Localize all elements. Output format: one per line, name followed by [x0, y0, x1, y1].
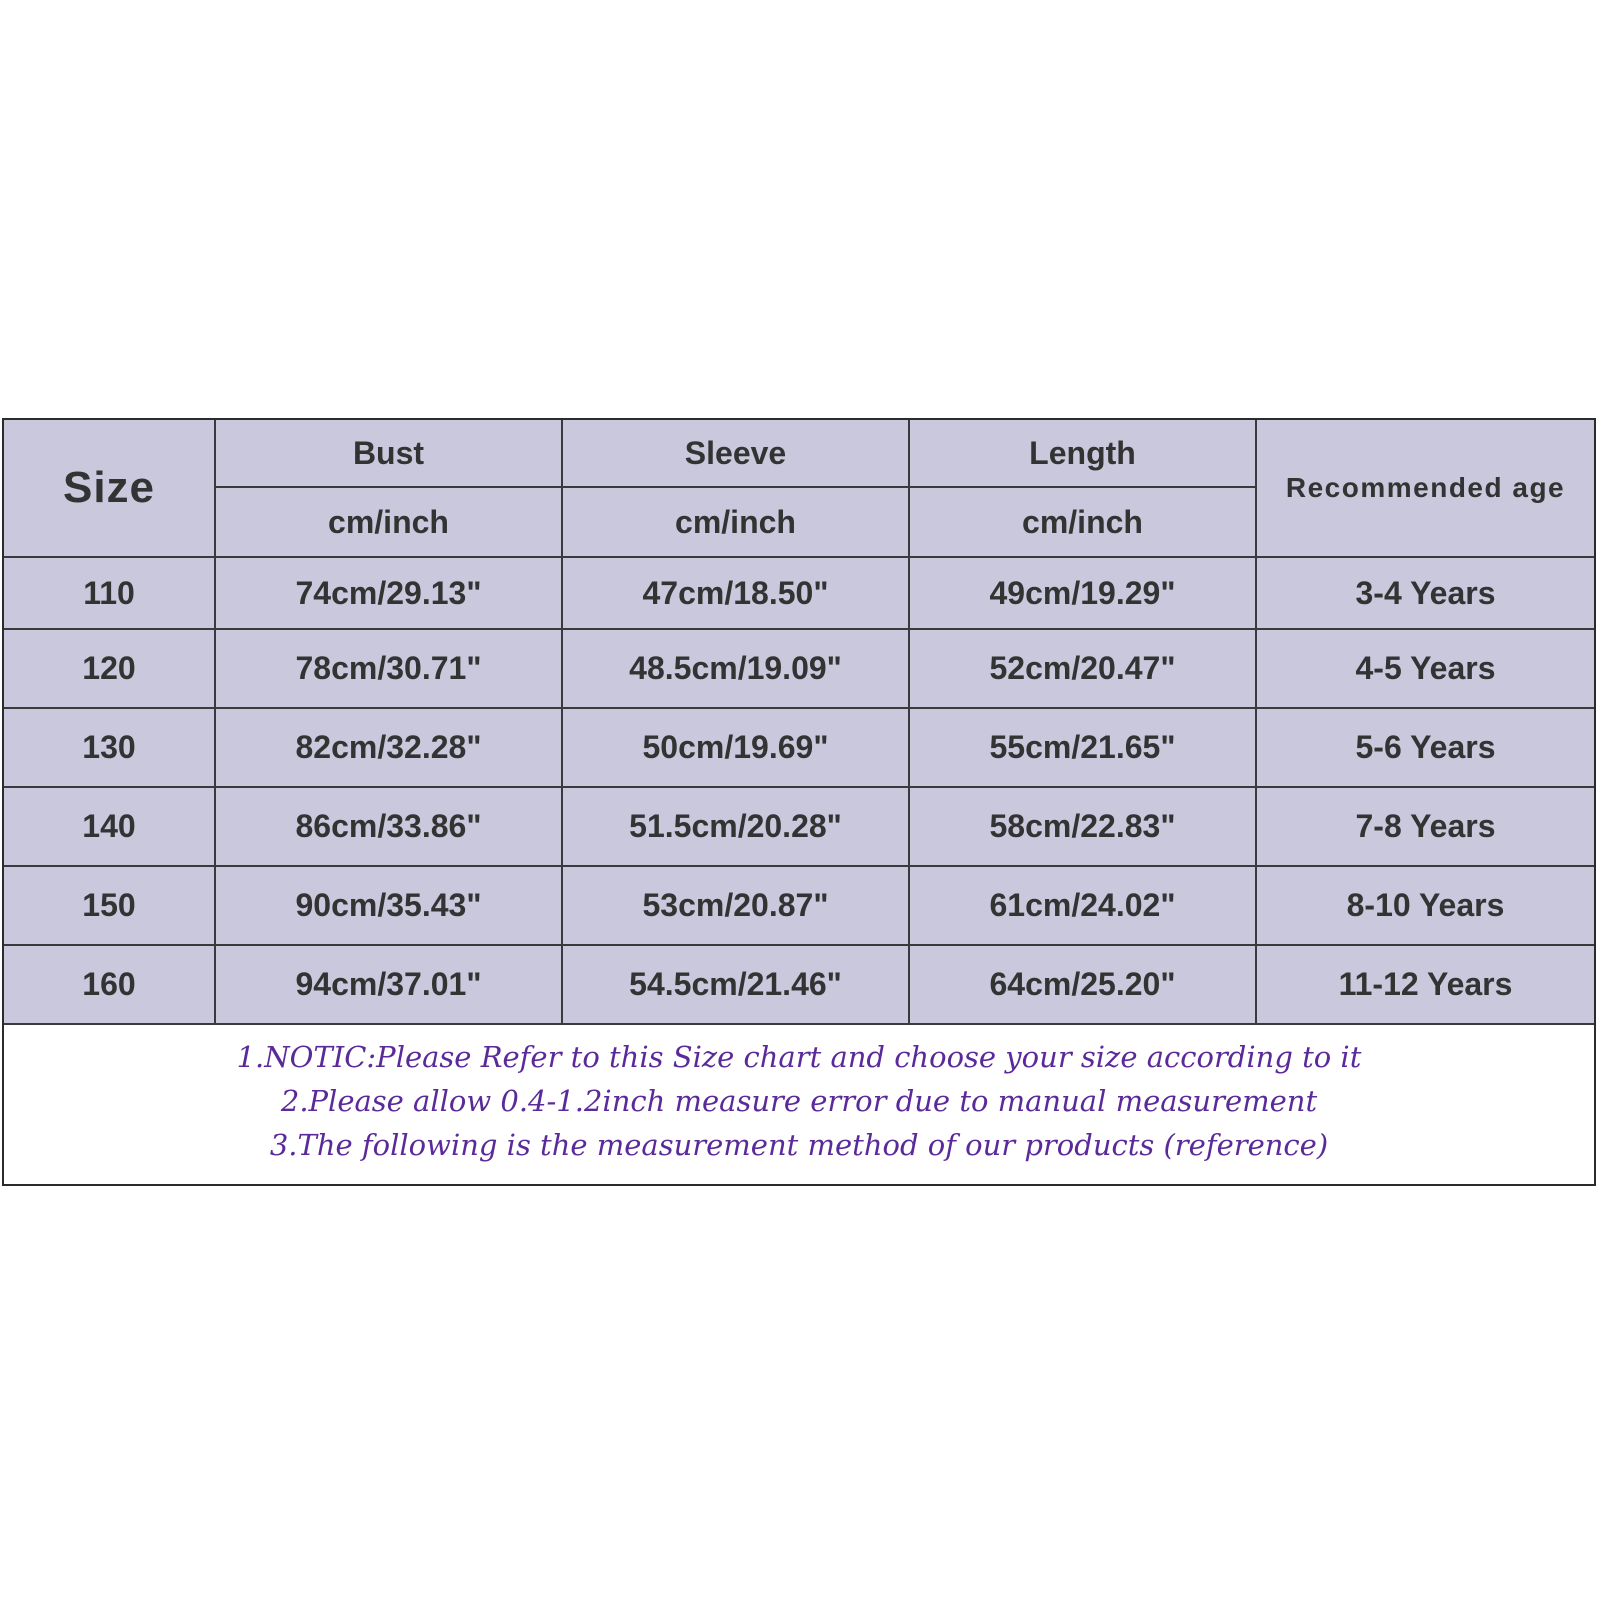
bust-cell: 94cm/37.01"	[215, 945, 562, 1024]
sleeve-unit: cm/inch	[562, 487, 909, 557]
bust-cell: 86cm/33.86"	[215, 787, 562, 866]
length-cell: 55cm/21.65"	[909, 708, 1256, 787]
size-chart	[2, 418, 1596, 1186]
length-cell: 58cm/22.83"	[909, 787, 1256, 866]
sleeve-cell: 48.5cm/19.09"	[562, 629, 909, 708]
size-cell: 120	[4, 629, 215, 708]
table-row	[4, 629, 1594, 708]
bust-header: Bust	[215, 420, 562, 487]
table-row	[4, 708, 1594, 787]
table-row	[4, 945, 1594, 1024]
sleeve-cell: 50cm/19.69"	[562, 708, 909, 787]
age-cell: 5-6 Years	[1256, 708, 1594, 787]
length-unit: cm/inch	[909, 487, 1256, 557]
bust-unit: cm/inch	[215, 487, 562, 557]
bust-cell: 82cm/32.28"	[215, 708, 562, 787]
length-header: Length	[909, 420, 1256, 487]
bust-cell: 90cm/35.43"	[215, 866, 562, 945]
table-row	[4, 787, 1594, 866]
length-cell: 61cm/24.02"	[909, 866, 1256, 945]
table-row	[4, 557, 1594, 629]
age-header: Recommended age	[1256, 420, 1594, 557]
age-cell: 11-12 Years	[1256, 945, 1594, 1024]
length-cell: 49cm/19.29"	[909, 557, 1256, 629]
bust-cell: 78cm/30.71"	[215, 629, 562, 708]
sleeve-cell: 51.5cm/20.28"	[562, 787, 909, 866]
notes-section	[4, 1025, 1594, 1185]
age-cell: 3-4 Years	[1256, 557, 1594, 629]
note-line: 3.The following is the measurement method of our products (reference)	[269, 1128, 1329, 1162]
note-line: 1.NOTIC:Please Refer to this Size chart and choose your size according to it	[236, 1040, 1362, 1074]
size-cell: 130	[4, 708, 215, 787]
size-cell: 150	[4, 866, 215, 945]
bust-cell: 74cm/29.13"	[215, 557, 562, 629]
size-table	[4, 420, 1594, 1025]
sleeve-cell: 53cm/20.87"	[562, 866, 909, 945]
sleeve-cell: 47cm/18.50"	[562, 557, 909, 629]
size-cell: 140	[4, 787, 215, 866]
age-cell: 7-8 Years	[1256, 787, 1594, 866]
sleeve-cell: 54.5cm/21.46"	[562, 945, 909, 1024]
size-cell: 160	[4, 945, 215, 1024]
length-cell: 64cm/25.20"	[909, 945, 1256, 1024]
size-cell: 110	[4, 557, 215, 629]
header-row	[4, 420, 1594, 487]
table-row	[4, 866, 1594, 945]
size-header: Size	[4, 420, 215, 557]
note-line: 2.Please allow 0.4-1.2inch measure error due to manual measurement	[280, 1084, 1318, 1118]
length-cell: 52cm/20.47"	[909, 629, 1256, 708]
sleeve-header: Sleeve	[562, 420, 909, 487]
age-cell: 8-10 Years	[1256, 866, 1594, 945]
age-cell: 4-5 Years	[1256, 629, 1594, 708]
